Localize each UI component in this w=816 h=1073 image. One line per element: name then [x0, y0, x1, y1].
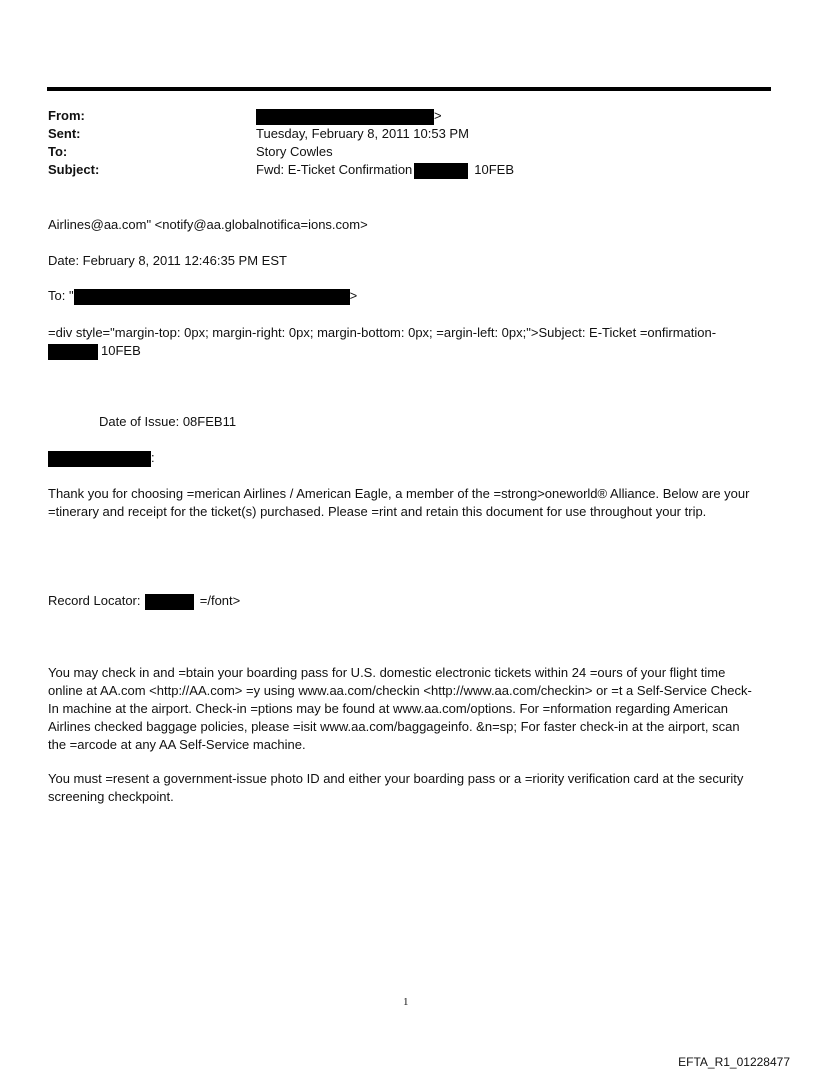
redaction-bar — [414, 163, 468, 179]
header-rule — [47, 87, 771, 91]
redaction-bar — [256, 109, 434, 125]
subject-label: Subject: — [48, 162, 100, 177]
subject-prefix: Fwd: E-Ticket Confirmation — [256, 162, 413, 177]
date-of-issue: Date of Issue: 08FEB11 — [99, 414, 237, 429]
record-locator-suffix: =/font> — [199, 593, 241, 608]
id-paragraph: You must =resent a government-issue photo ID and either your boarding pass or a =riority verification card at the security screening checkpoint. — [48, 771, 744, 804]
record-locator-line — [48, 592, 240, 610]
div-line-suffix: 10FEB — [101, 343, 141, 358]
redaction-bar — [48, 344, 98, 360]
redaction-bar — [48, 451, 151, 467]
to-prefix: To: " — [48, 288, 74, 303]
salutation-suffix: : — [151, 450, 155, 465]
from-suffix: > — [434, 108, 442, 123]
div-line: =div style="margin-top: 0px; margin-right: 0px; margin-bottom: 0px; =argin-left: 0px;">Subject: E-Ticket =onfirmation- — [48, 325, 717, 340]
date-line: Date: February 8, 2011 12:46:35 PM EST — [48, 253, 287, 268]
thank-you-paragraph: Thank you for choosing =merican Airlines / American Eagle, a member of the =strong>oneworld® Alliance. Below are your =tinerary and receipt for the ticket(s) purchased. Please =rint and retain this document for use throughout your trip. — [48, 486, 750, 519]
to-line — [48, 287, 357, 305]
subject-suffix: 10FEB — [474, 162, 515, 177]
subject-value — [256, 162, 514, 179]
to-label: To: — [48, 144, 68, 159]
bates-number: EFTA_R1_01228477 — [678, 1055, 790, 1069]
sent-label: Sent: — [48, 126, 81, 141]
to-suffix: > — [349, 288, 358, 303]
to-value: Story Cowles — [256, 144, 333, 159]
record-locator-label: Record Locator: — [48, 593, 141, 608]
redaction-bar — [74, 289, 350, 305]
from-label: From: — [48, 108, 85, 123]
sent-value: Tuesday, February 8, 2011 10:53 PM — [256, 126, 469, 141]
checkin-paragraph: You may check in and =btain your boarding pass for U.S. domestic electronic tickets within 24 =ours of your flight time online at AA.com <http://AA.com> =y using www.aa.com/checkin <http://www.aa.com/checkin> or =t a Self-Service Check-In machine at the airport. Check-in =ptions may be found at www.aa.com/options. For =nformation regarding American Airlines checked baggage policies, please =isit www.aa.com/baggageinfo. &n=sp; For faster check-in at the airport, scan the =arcode at any AA Self-Service machine. — [48, 665, 752, 752]
redaction-bar — [145, 594, 194, 610]
from-value — [256, 108, 442, 125]
airlines-line: Airlines@aa.com" <notify@aa.globalnotifica=ions.com> — [48, 217, 368, 232]
page-number: 1 — [403, 996, 409, 1008]
salutation-line — [48, 449, 155, 467]
div-line-2 — [48, 342, 141, 360]
